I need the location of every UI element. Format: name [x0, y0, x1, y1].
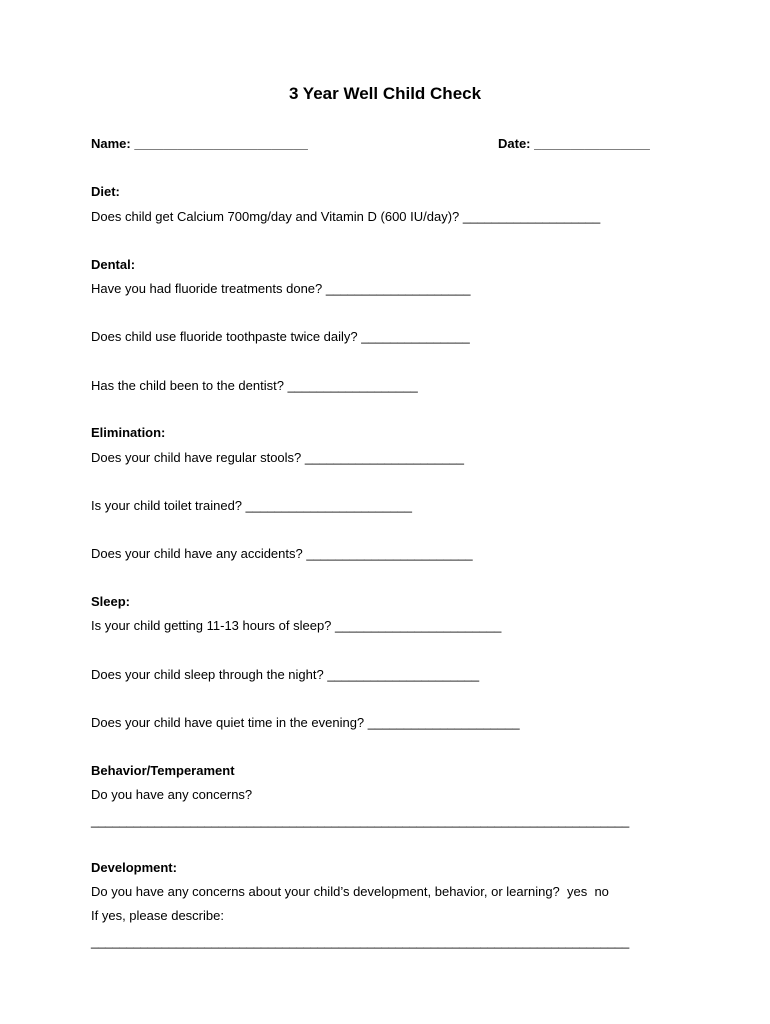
dental-question-dentist[interactable]: Has the child been to the dentist? __________________ [91, 378, 418, 393]
name-field[interactable]: Name: ________________________ [91, 136, 308, 151]
elimination-heading: Elimination: [91, 425, 166, 440]
page-title: 3 Year Well Child Check [288, 84, 482, 103]
sleep-heading: Sleep: [91, 594, 131, 609]
behavior-answer-line[interactable]: ____________________________________________________________________________ [91, 813, 630, 828]
development-question-describe: If yes, please describe: [91, 908, 224, 923]
elimination-question-stools[interactable]: Does your child have regular stools? ______________________ [91, 450, 464, 465]
behavior-question-concerns: Do you have any concerns? [91, 787, 253, 802]
elimination-question-toilet-trained[interactable]: Is your child toilet trained? _______________________ [91, 498, 412, 513]
sleep-question-through-night[interactable]: Does your child sleep through the night? _____________________ [91, 667, 480, 682]
sleep-question-hours[interactable]: Is your child getting 11-13 hours of sleep? _______________________ [91, 618, 502, 633]
dental-question-toothpaste[interactable]: Does child use fluoride toothpaste twice daily? _______________ [91, 329, 470, 344]
dental-heading: Dental: [91, 257, 136, 272]
date-field[interactable]: Date: ________________ [498, 136, 650, 151]
development-answer-line[interactable]: ____________________________________________________________________________ [91, 934, 630, 949]
dental-question-fluoride-treatments[interactable]: Have you had fluoride treatments done? ____________________ [91, 281, 471, 296]
behavior-heading: Behavior/Temperament [91, 763, 235, 778]
development-heading: Development: [91, 860, 177, 875]
diet-heading: Diet: [91, 184, 120, 199]
elimination-question-accidents[interactable]: Does your child have any accidents? _______________________ [91, 546, 473, 561]
sleep-question-quiet-time[interactable]: Does your child have quiet time in the evening? _____________________ [91, 715, 520, 730]
development-question-concerns[interactable]: Do you have any concerns about your child’s development, behavior, or learning? yes no [91, 884, 609, 899]
diet-question-calcium[interactable]: Does child get Calcium 700mg/day and Vitamin D (600 IU/day)? ___________________ [91, 209, 601, 224]
